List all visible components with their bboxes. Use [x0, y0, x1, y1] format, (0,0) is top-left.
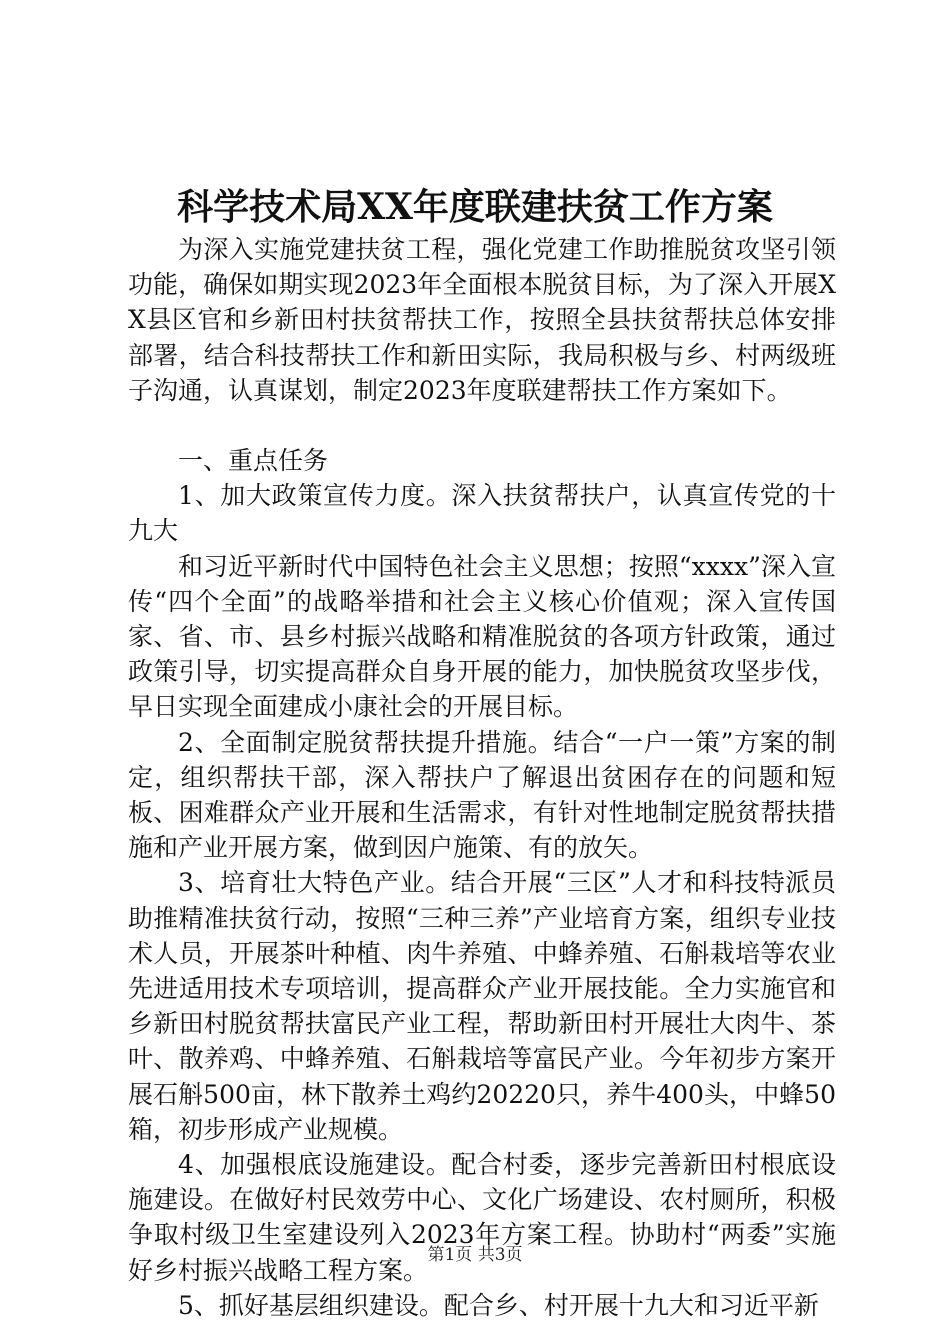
task-paragraph-3: 3、培育壮大特色产业。结合开展“三区”人才和科技特派员助推精准扶贫行动，按照“三种三养”产业培育方案，组织专业技术人员，开展茶叶种植、肉牛养殖、中蜂养殖、石斛栽培等农业先进适用技术专项培训，提高群众产业开展技能。全力实施官和乡新田村脱贫帮扶富民产业工程，帮助新田村开展壮大肉牛、茶叶、散养鸡、中蜂养殖、石斛栽培等富民产业。今年初步方案开展石斛500亩，林下散养土鸡约20220只，养牛400头，中蜂50箱，初步形成产业规模。: [128, 868, 836, 1144]
task-paragraph-1: 1、加大政策宣传力度。深入扶贫帮扶户，认真宣传党的十九大: [128, 481, 836, 546]
page-number-footer: 第1页 共3页: [427, 1245, 523, 1265]
task-paragraph-5: 5、抓好基层组织建设。配合乡、村开展十九大和习近平新: [178, 1290, 819, 1320]
document-title: 科学技术局XX年度联建扶贫工作方案: [177, 186, 773, 228]
task-paragraph-2: 2、全面制定脱贫帮扶提升措施。结合“一户一策”方案的制定，组织帮扶干部，深入帮扶户了解退出贫困存在的问题和短板、困难群众产业开展和生活需求，有针对性地制定脱贫帮扶措施和产业开展方案，做到因户施策、有的放矢。: [128, 727, 836, 863]
task-paragraph-1-continued: 和习近平新时代中国特色社会主义思想；按照“xxxx”深入宣传“四个全面”的战略举措和社会主义核心价值观；深入宣传国家、省、市、县乡村振兴战略和精准脱贫的各项方针政策，通过政策引导，切实提高群众自身开展的能力，加快脱贫攻坚步伐，早日实现全面建成小康社会的开展目标。: [128, 551, 836, 722]
intro-paragraph: 为深入实施党建扶贫工程，强化党建工作助推脱贫攻坚引领功能，确保如期实现2023年全面根本脱贫目标，为了深入开展XX县区官和乡新田村扶贫帮扶工作，按照全县扶贫帮扶总体安排部署，结合科技帮扶工作和新田实际，我局积极与乡、村两级班子沟通，认真谋划，制定2023年度联建帮扶工作方案如下。: [128, 235, 836, 405]
task-paragraph-4: 4、加强根底设施建设。配合村委，逐步完善新田村根底设施建设。在做好村民效劳中心、文化广场建设、农村厕所，积极争取村级卫生室建设列入2023年方案工程。协助村“两委”实施好乡村振兴战略工程方案。: [128, 1150, 836, 1285]
section-heading: 一、重点任务: [178, 446, 329, 476]
document-body: [128, 232, 836, 1323]
